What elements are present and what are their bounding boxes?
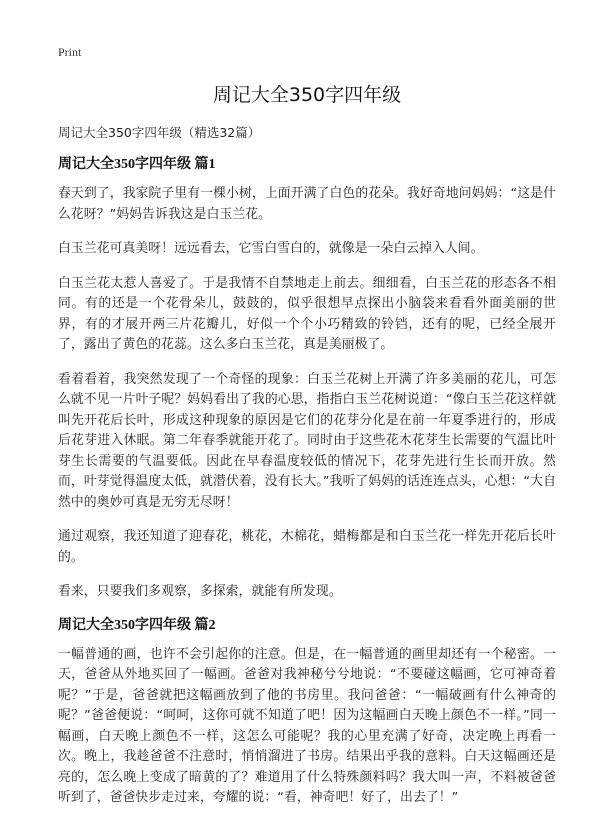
essay-section-1 xyxy=(58,156,556,603)
paragraph: 看着看着，我突然发现了一个奇怪的现象：白玉兰花树上开满了许多美丽的花儿，可怎么就不见一片叶子呢？妈妈看出了我的心思，指指白玉兰花树说道：“像白玉兰花这样就叫先开花后长叶，形成这种现象的原因是它们的花芽分化是在前一年夏季进行的，形成后花芽进入休眠。第二年春季就能开花了。同时由于这些花木花芽生长需要的气温比叶芽生长需要的气温要低。因此在早春温度较低的情况下，花芽先进行生长而开放。然而，叶芽觉得温度太低，就潜伏着，没有长大。”我听了妈妈的话连连点头，心想：“大自然中的奥妙可真是无穷无尽呀！ xyxy=(58,371,556,510)
paragraph: 看来，只要我们多观察，多探索，就能有所发现。 xyxy=(58,584,342,599)
essay-section-2 xyxy=(58,617,556,809)
paragraph: 白玉兰花可真美呀！远远看去，它雪白雪白的，就像是一朵白云掉入人间。 xyxy=(58,241,484,256)
paragraph: 通过观察，我还知道了迎春花，桃花，木棉花，蜡梅都是和白玉兰花一样先开花后长叶的。 xyxy=(58,529,556,565)
paragraph: 白玉兰花太惹人喜爱了。于是我情不自禁地走上前去。细细看，白玉兰花的形态各不相同。有的还是一个花骨朵儿，鼓鼓的，似乎很想早点探出小脑袋来看看外面美丽的世界，有的才展开两三片花瓣儿，好似一个个小巧精致的铃铛，还有的呢，已经全展开了，露出了黄色的花蕊。这么多白玉兰花，真是美丽极了。 xyxy=(58,275,556,352)
page-title: 周记大全350字四年级 xyxy=(212,84,402,106)
paragraph: 春天到了，我家院子里有一棵小树，上面开满了白色的花朵。我好奇地问妈妈：“这是什么花呀？”妈妈告诉我这是白玉兰花。 xyxy=(58,186,556,222)
paragraph: 一幅普通的画，也许不会引起你的注意。但是，在一幅普通的画里却还有一个秘密。一天，爸爸从外地买回了一幅画。爸爸对我神秘兮兮地说：“不要碰这幅画，它可神奇着呢？”于是，爸爸就把这幅画放到了他的书房里。我问爸爸：“一幅破画有什么神奇的呢？”爸爸便说：“呵呵，这你可就不知道了吧！因为这幅画白天晚上颜色不一样。”同一幅画，白天晚上颜色不一样，这怎么可能呢？我的心里充满了好奇，决定晚上再看一次。晚上，我趁爸爸不注意时，悄悄溜进了书房。结果出乎我的意料。白天这幅画还是亮的，怎么晚上变成了暗黄的了？难道用了什么特殊颜料吗？我大叫一声，不料被爸爸听到了，爸爸快步走过来，夸耀的说：“看，神奇吧！好了，出去了！” xyxy=(58,646,556,805)
section-heading: 周记大全350字四年级 篇1 xyxy=(58,157,216,172)
section-heading: 周记大全350字四年级 篇2 xyxy=(58,617,216,633)
document-subtitle: 周记大全350字四年级（精选32篇） xyxy=(58,125,261,140)
print-link[interactable]: Print xyxy=(58,45,82,59)
